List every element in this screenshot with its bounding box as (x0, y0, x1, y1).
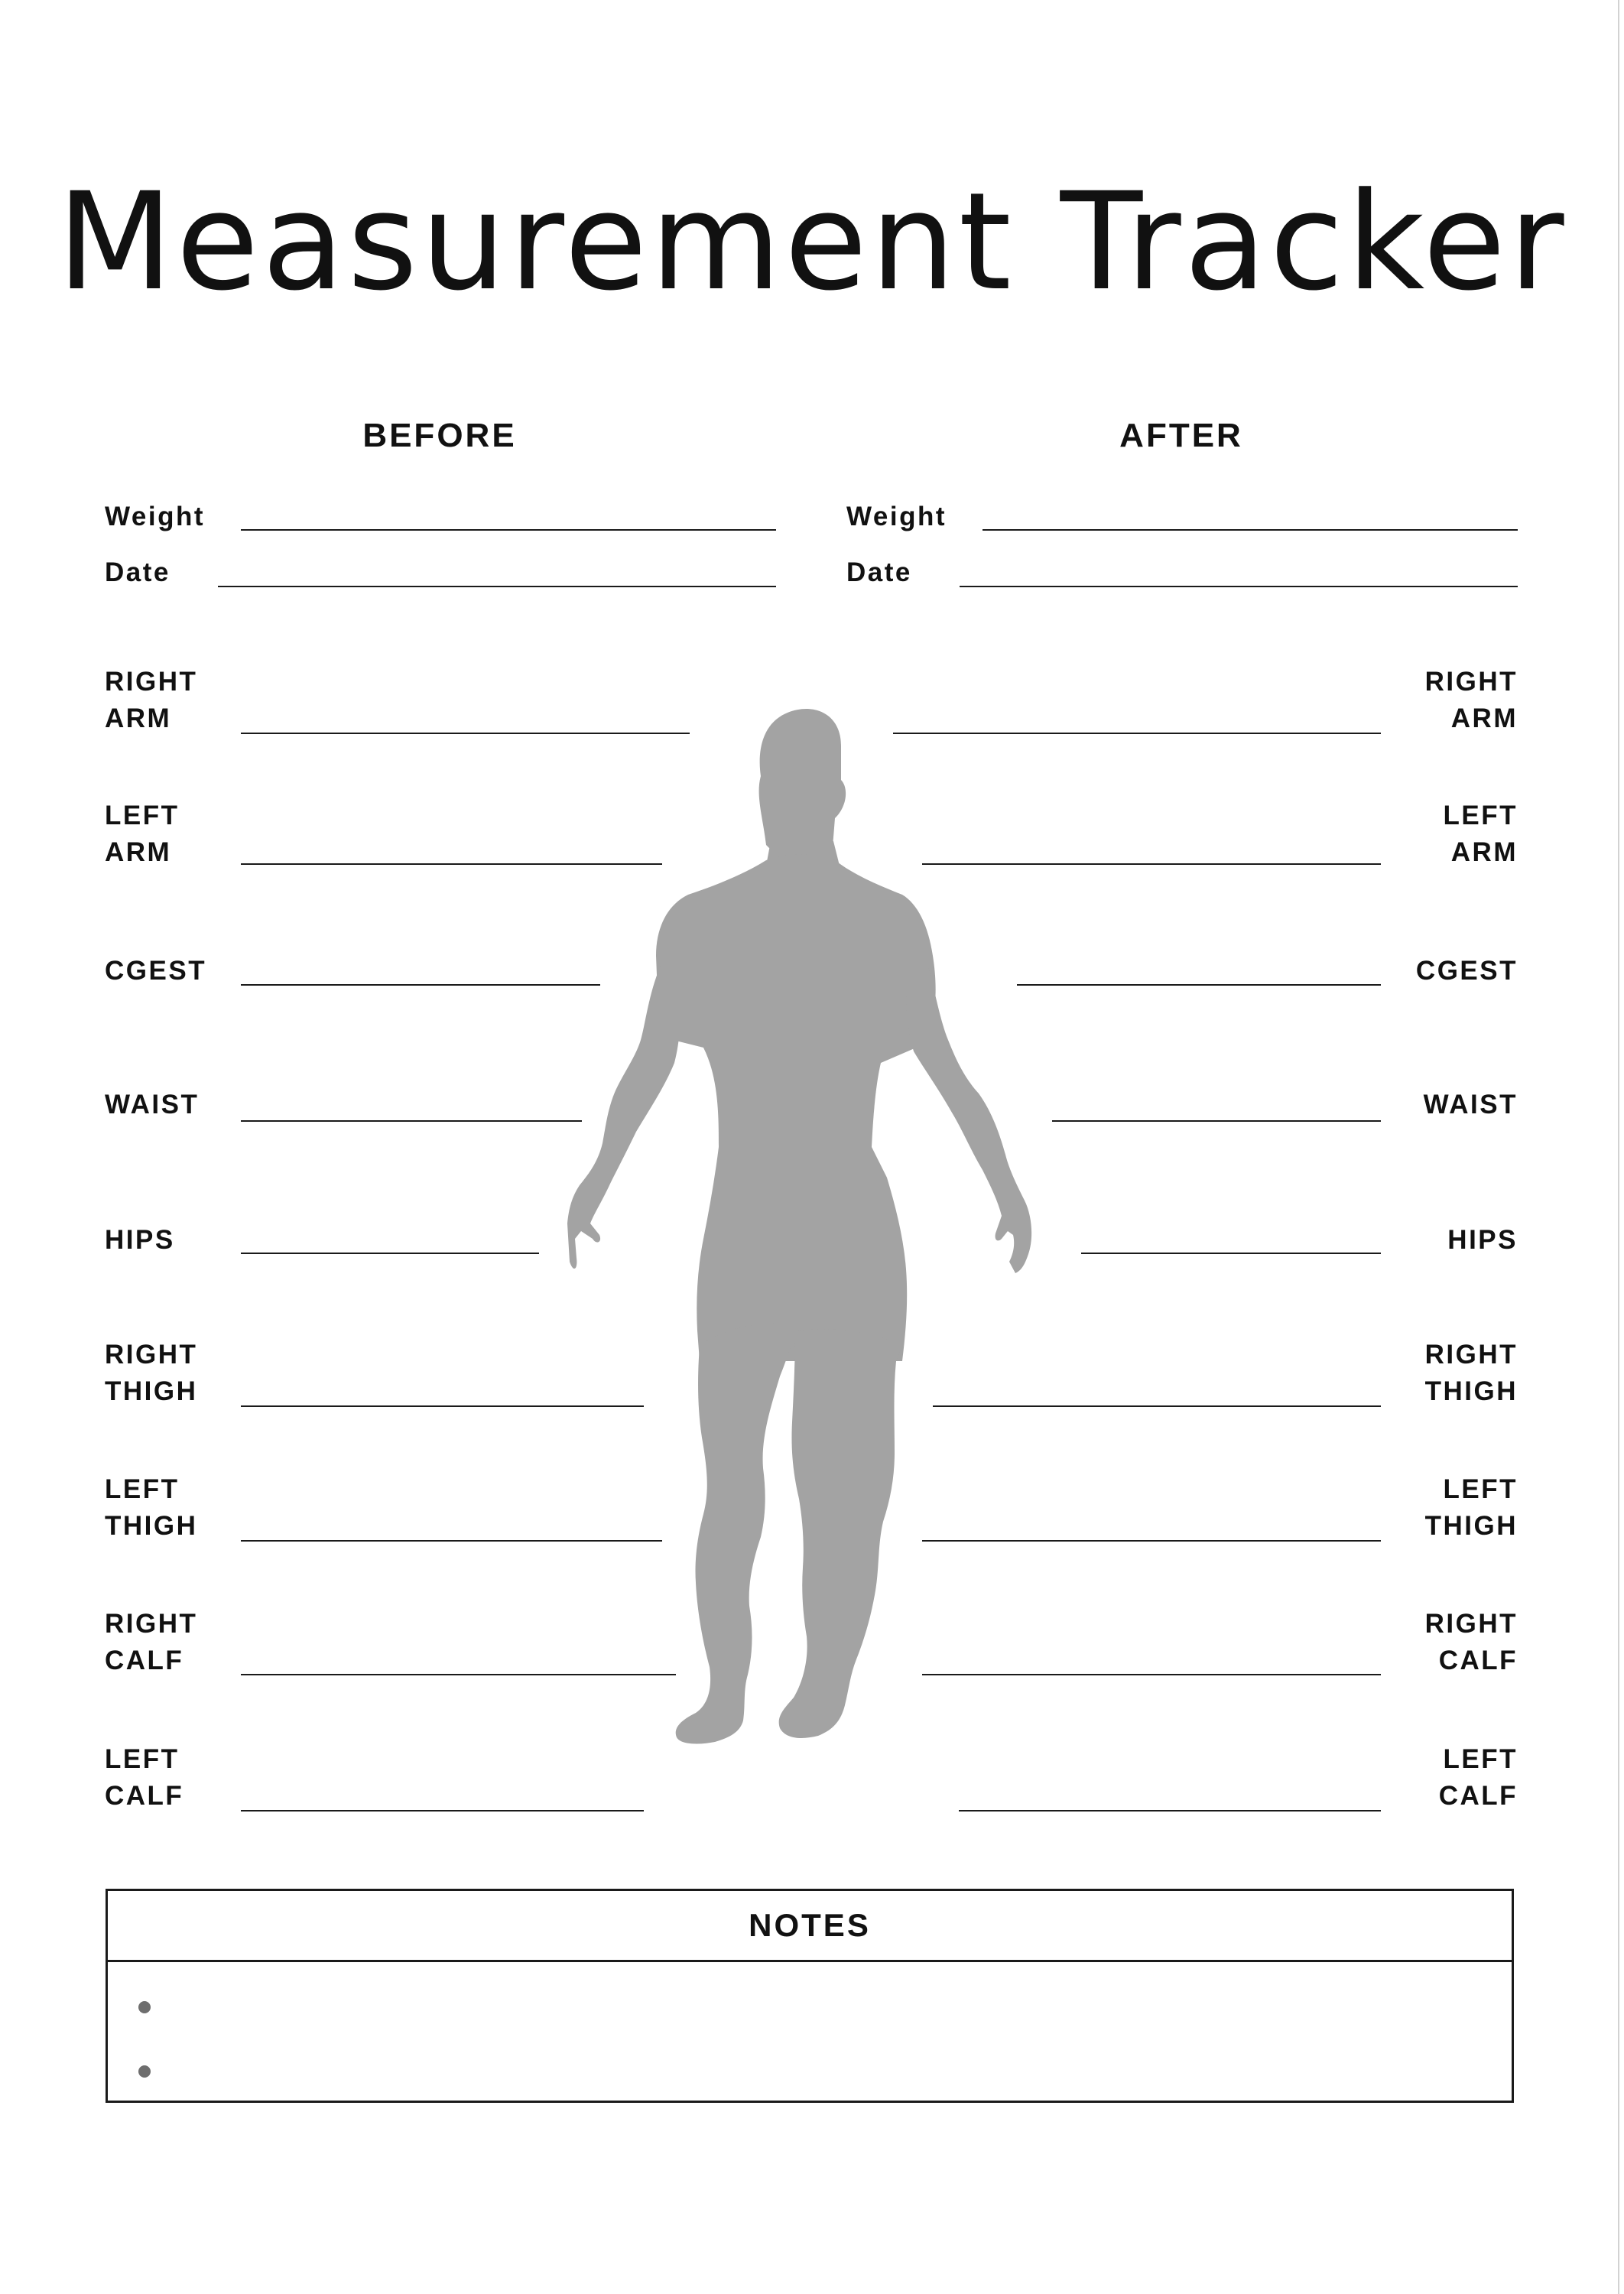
after-right-arm-label: RIGHT ARM (1424, 667, 1518, 733)
notes-heading: NOTES (108, 1891, 1512, 1962)
before-left-thigh-label: LEFT THIGH (105, 1474, 198, 1541)
notes-bullet (138, 2001, 151, 2013)
before-date-label: Date (105, 557, 171, 587)
before-right-arm-label: RIGHT ARM (105, 667, 198, 733)
notes-box[interactable] (106, 1889, 1514, 2103)
page-title: Measurement Tracker (57, 164, 1567, 320)
after-chest-label: CGEST (1415, 956, 1518, 986)
before-left-calf-label: LEFT CALF (105, 1744, 184, 1811)
before-waist-label: WAIST (105, 1090, 200, 1119)
page-edge-divider (1618, 0, 1619, 2294)
after-left-calf-label: LEFT CALF (1438, 1744, 1518, 1811)
before-weight-field[interactable] (241, 529, 776, 531)
before-hips-label: HIPS (105, 1225, 175, 1255)
after-left-thigh-label: LEFT THIGH (1424, 1474, 1518, 1541)
after-right-calf-label: RIGHT CALF (1424, 1609, 1518, 1675)
before-weight-label: Weight (105, 502, 206, 531)
after-weight-field[interactable] (983, 529, 1518, 531)
after-heading: AFTER (1119, 417, 1243, 454)
after-left-calf-field[interactable] (959, 1810, 1381, 1811)
before-left-calf-field[interactable] (241, 1810, 644, 1811)
after-weight-label: Weight (846, 502, 947, 531)
after-left-arm-label: LEFT ARM (1443, 801, 1518, 867)
after-right-thigh-label: RIGHT THIGH (1424, 1340, 1518, 1406)
before-right-calf-label: RIGHT CALF (105, 1609, 198, 1675)
before-chest-label: CGEST (105, 956, 207, 986)
after-hips-field[interactable] (1081, 1253, 1381, 1254)
human-body-silhouette-icon (566, 703, 1055, 1759)
after-waist-label: WAIST (1423, 1090, 1518, 1119)
before-date-field[interactable] (218, 586, 776, 587)
after-waist-field[interactable] (1052, 1120, 1381, 1122)
after-hips-label: HIPS (1447, 1225, 1518, 1255)
before-chest-field[interactable] (241, 984, 600, 986)
before-waist-field[interactable] (241, 1120, 582, 1122)
after-chest-field[interactable] (1017, 984, 1381, 986)
after-date-field[interactable] (960, 586, 1518, 587)
before-heading: BEFORE (362, 417, 517, 454)
after-date-label: Date (846, 557, 912, 587)
before-left-arm-label: LEFT ARM (105, 801, 180, 867)
notes-bullet (138, 2065, 151, 2078)
before-right-thigh-label: RIGHT THIGH (105, 1340, 198, 1406)
before-hips-field[interactable] (241, 1253, 539, 1254)
